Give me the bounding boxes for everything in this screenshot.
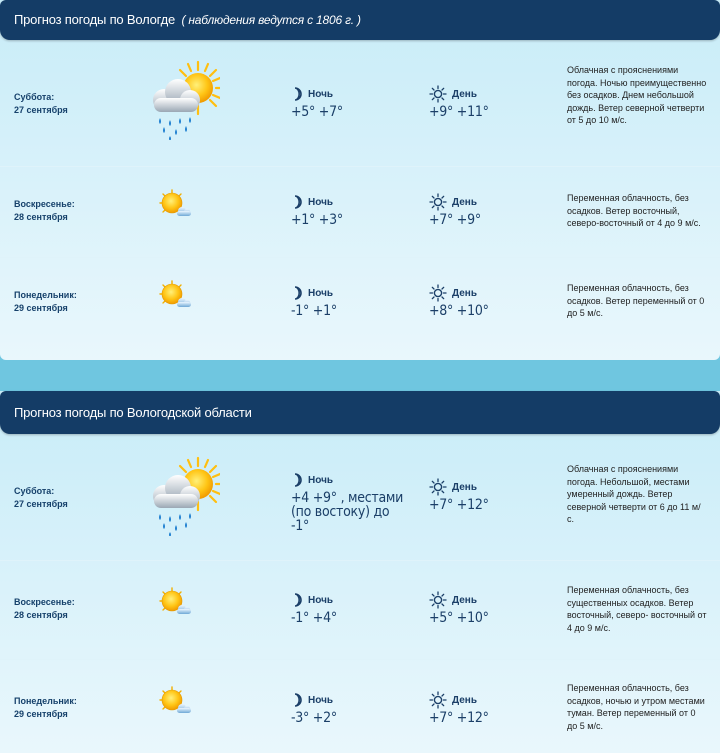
day-temp-block bbox=[429, 193, 487, 227]
night-label: Ночь bbox=[308, 88, 334, 100]
day-temp: +7° +12° bbox=[429, 710, 489, 726]
day-temp: +9° +11° bbox=[429, 104, 489, 120]
day-temp-block bbox=[429, 591, 495, 625]
day-temp: +8° +10° bbox=[429, 303, 489, 319]
day-date bbox=[14, 596, 75, 622]
night-temp: +4 +9° , местами (по востоку) до -1° bbox=[291, 490, 404, 534]
moon-icon bbox=[291, 87, 303, 101]
sun-icon bbox=[429, 193, 447, 211]
day-name: Воскресенье: bbox=[14, 597, 75, 607]
day-temp-block bbox=[429, 478, 495, 512]
moon-icon bbox=[291, 593, 303, 607]
night-label: Ночь bbox=[308, 196, 334, 208]
day-date bbox=[14, 695, 77, 721]
moon-icon bbox=[291, 286, 303, 300]
date-label: 28 сентября bbox=[14, 212, 68, 222]
sun-icon bbox=[429, 478, 447, 496]
day-label: День bbox=[452, 481, 477, 493]
section-note: ( наблюдения ведутся с 1806 г. ) bbox=[181, 13, 361, 27]
forecast-row bbox=[0, 258, 720, 358]
day-date bbox=[14, 198, 75, 224]
forecast-row bbox=[0, 167, 720, 257]
forecast-panel-region bbox=[0, 391, 720, 753]
night-temp: -1° +4° bbox=[291, 610, 337, 626]
sun-icon bbox=[429, 691, 447, 709]
forecast-description: Переменная облачность, без осадков, ночью и утром местами туман. Ветер переменный от 0 до 5 м/с. bbox=[567, 683, 705, 731]
date-label: 27 сентября bbox=[14, 105, 68, 115]
day-temp: +7° +9° bbox=[429, 212, 481, 228]
forecast-description: Переменная облачность, без существенных осадков. Ветер восточный, северо- восточный от 4 до 9 м/с. bbox=[567, 585, 707, 633]
forecast-row bbox=[0, 40, 720, 166]
night-temp: -1° +1° bbox=[291, 303, 337, 319]
date-label: 27 сентября bbox=[14, 499, 68, 509]
forecast-description: Облачная с прояснениями погода. Ночью преимущественно без осадков. Днем небольшой дождь. Ветер северной четверти от 5 до 10 м/с. bbox=[567, 65, 707, 125]
night-label: Ночь bbox=[308, 287, 334, 299]
night-temp-block bbox=[291, 691, 342, 725]
forecast-row bbox=[0, 434, 720, 560]
day-label: День bbox=[452, 694, 477, 706]
date-label: 29 сентября bbox=[14, 303, 68, 313]
sun-small-cloud-icon bbox=[155, 188, 195, 220]
moon-icon bbox=[291, 195, 303, 209]
forecast-row bbox=[0, 660, 720, 753]
day-name: Понедельник: bbox=[14, 696, 77, 706]
section-header bbox=[0, 391, 720, 434]
section-title: Прогноз погоды по Вологодской области bbox=[14, 405, 252, 420]
moon-icon bbox=[291, 473, 303, 487]
day-temp-block bbox=[429, 284, 495, 318]
night-label: Ночь bbox=[308, 474, 334, 486]
night-temp: +1° +3° bbox=[291, 212, 343, 228]
day-label: День bbox=[452, 287, 477, 299]
day-date bbox=[14, 91, 68, 117]
night-temp: +5° +7° bbox=[291, 104, 343, 120]
day-date bbox=[14, 289, 77, 315]
night-temp-block bbox=[291, 471, 421, 533]
date-label: 28 сентября bbox=[14, 610, 68, 620]
night-temp: -3° +2° bbox=[291, 710, 337, 726]
day-label: День bbox=[452, 594, 477, 606]
day-label: День bbox=[452, 88, 477, 100]
day-label: День bbox=[452, 196, 477, 208]
forecast-description: Переменная облачность, без осадков. Ветер переменный от 0 до 5 м/с. bbox=[567, 283, 705, 318]
night-temp-block bbox=[291, 193, 349, 227]
cloud-sun-rain-icon bbox=[150, 456, 220, 536]
forecast-description: Переменная облачность, без осадков. Ветер восточный, северо-восточный от 4 до 9 м/с. bbox=[567, 193, 701, 228]
day-temp: +7° +12° bbox=[429, 497, 489, 513]
section-title: Прогноз погоды по Вологде bbox=[14, 12, 176, 27]
sun-icon bbox=[429, 284, 447, 302]
sun-icon bbox=[429, 85, 447, 103]
section-header bbox=[0, 0, 720, 40]
day-temp: +5° +10° bbox=[429, 610, 489, 626]
forecast-description: Облачная с прояснениями погода. Небольшой, местами умеренный дождь. Ветер северной четверти от 6 до 11 м/с. bbox=[567, 464, 701, 524]
day-name: Понедельник: bbox=[14, 290, 77, 300]
night-label: Ночь bbox=[308, 594, 334, 606]
moon-icon bbox=[291, 693, 303, 707]
day-temp-block bbox=[429, 85, 495, 119]
night-label: Ночь bbox=[308, 694, 334, 706]
night-temp-block bbox=[291, 85, 349, 119]
date-label: 29 сентября bbox=[14, 709, 68, 719]
night-temp-block bbox=[291, 284, 342, 318]
forecast-row bbox=[0, 561, 720, 659]
day-name: Суббота: bbox=[14, 486, 55, 496]
cloud-sun-rain-icon bbox=[150, 60, 220, 140]
day-name: Воскресенье: bbox=[14, 199, 75, 209]
night-temp-block bbox=[291, 591, 342, 625]
day-date bbox=[14, 485, 68, 511]
day-name: Суббота: bbox=[14, 92, 55, 102]
day-temp-block bbox=[429, 691, 495, 725]
sun-small-cloud-icon bbox=[155, 279, 195, 311]
sun-small-cloud-icon bbox=[155, 685, 195, 717]
sun-icon bbox=[429, 591, 447, 609]
forecast-panel-city bbox=[0, 0, 720, 360]
sun-small-cloud-icon bbox=[155, 586, 195, 618]
